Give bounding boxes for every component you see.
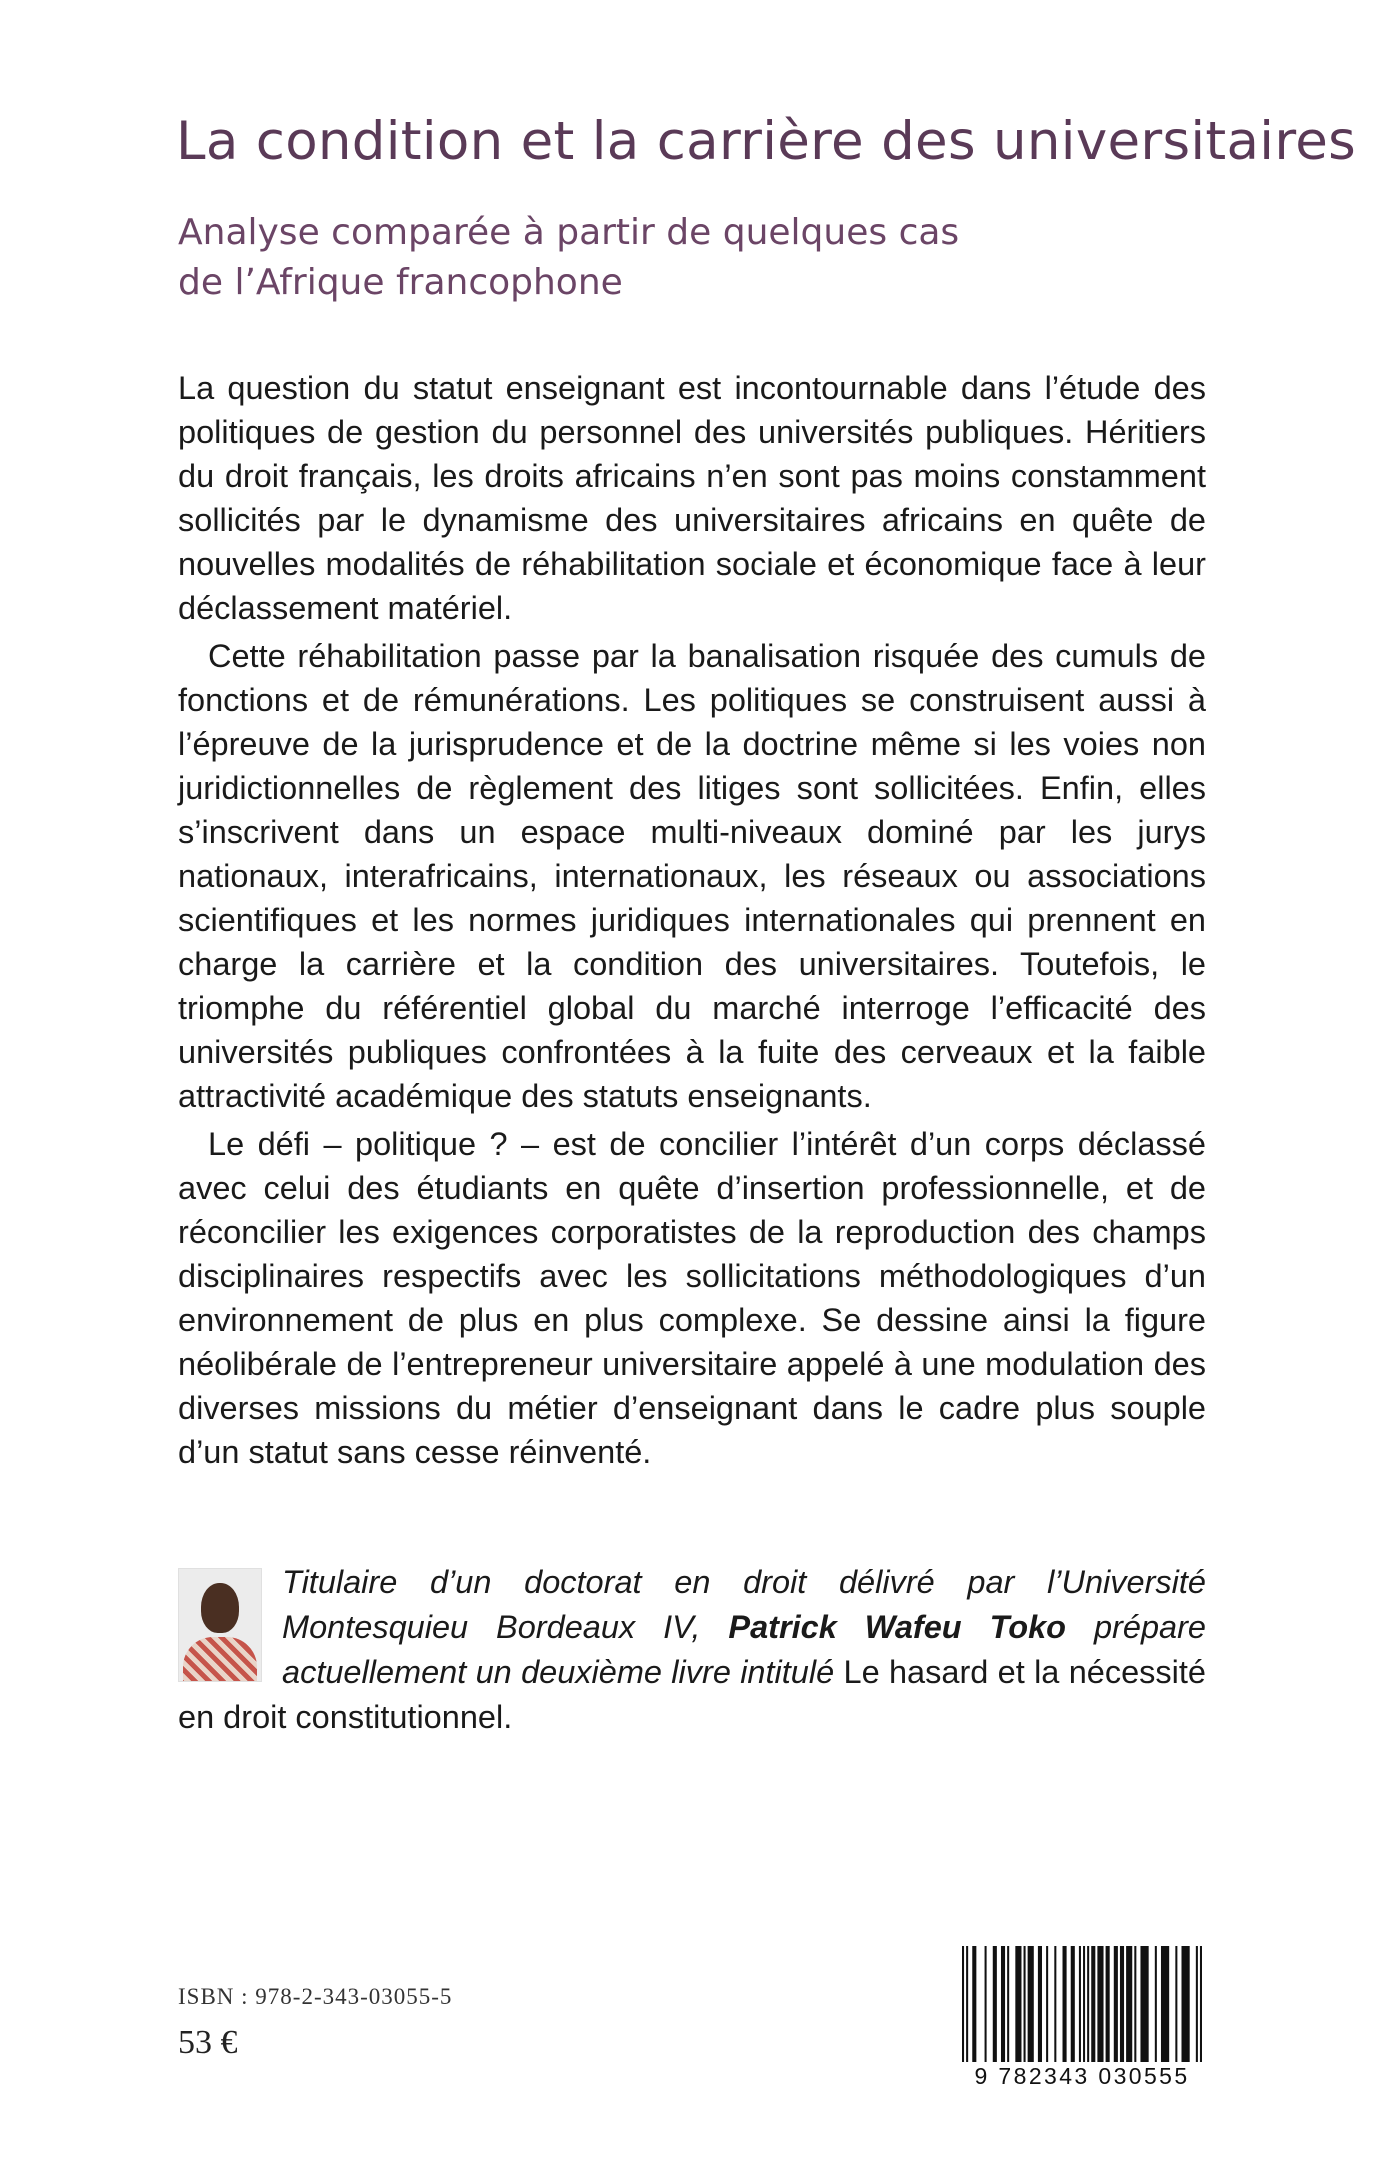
barcode-bar [1106,1946,1110,2064]
barcode-bar [1181,1946,1189,2064]
barcode-bar [1140,1946,1148,2064]
author-photo [178,1568,262,1682]
summary-paragraph-1: La question du statut enseignant est incontournable dans l’étude des politiques de gestion du personnel des universités publiques. Héritiers du droit français, les droits africains n’en sont pas moins constamment sollicités par le dynamisme des universitaires africains en quête de nouvelles modalités de réhabilitation sociale et économique face à leur déclassement matériel. [178,370,1206,626]
barcode-bar [1134,1946,1136,2064]
barcode-bar [1001,1946,1005,2064]
barcode-bar [1071,1946,1075,2064]
barcode-bar [1196,1946,1198,2064]
barcode-bar [966,1946,968,2064]
barcode-bar [1120,1946,1124,2064]
book-subtitle [178,208,1078,308]
author-name: Patrick Wafeu Toko [728,1609,1067,1645]
barcode-bar [1038,1946,1042,2064]
barcode-bar [1200,1946,1202,2064]
subtitle-line-1: Analyse comparée à partir de quelques cas [178,212,960,253]
barcode-bar [1054,1946,1056,2064]
barcode-digits: 9 782343 030555 [958,2062,1206,2090]
barcode-bar [1046,1946,1048,2064]
barcode-bar [1024,1946,1026,2064]
barcode-bar [1079,1946,1081,2064]
barcode-bar [962,1946,964,2064]
book-title: La condition et la carrière des universitaires [176,111,1357,172]
barcode-bar [1087,1946,1089,2064]
barcode-bar [972,1946,976,2064]
author-next-book-title: Le hasard et la nécessité en droit constitutionnel. [178,1654,1207,1735]
barcode-bar [1083,1946,1085,2064]
barcode [958,1946,1206,2092]
barcode-bar [1091,1946,1095,2064]
barcode-bar [1175,1946,1177,2064]
isbn: ISBN : 978-2-343-03055-5 [178,1984,453,2009]
barcode-bar [1155,1946,1157,2064]
barcode-bar [985,1946,987,2064]
barcode-bar [1007,1946,1009,2064]
author-bio [178,1560,1206,1740]
author-bio-intro: Titulaire d’un doctorat en droit délivré par l’Université Montesquieu Bordeaux IV, [282,1564,1206,1645]
barcode-bar [1028,1946,1034,2064]
barcode-bar [993,1946,997,2064]
summary-paragraph-2: Cette réhabilitation passe par la banalisation risquée des cumuls de fonctions et de rémunérations. Les politiques se construisent aussi à l’épreuve de la jurisprudence et de la doctrine même si les voies non juridictionnelles de règlement des litiges sont sollicitées. Enfin, elles s’inscrivent dans un espace multi-niveaux dominé par les jurys nationaux, interafricains, internationaux, les réseaux ou associations scientifiques et les normes juridiques internationales qui prennent en charge la carrière et la condition des universitaires. Toutefois, le triomphe du référentiel global du marché interroge l’efficacité des universités publiques confrontées à la fuite des cerveaux et la faible attractivité académique des statuts enseignants. [178,638,1206,1114]
price: 53 € [178,2024,238,2061]
barcode-bar [1015,1946,1021,2064]
barcode-bars [958,1946,1206,2064]
barcode-bar [1126,1946,1132,2064]
book-summary [178,366,1206,1478]
barcode-bar [1063,1946,1067,2064]
summary-paragraph-3: Le défi – politique ? – est de concilier l’intérêt d’un corps déclassé avec celui des étudiants en quête d’insertion professionnelle, et de réconcilier les exigences corporatistes de la reproduction des champs disciplinaires respectifs avec les sollicitations méthodologiques d’un environnement de plus en plus complexe. Se dessine ainsi la figure néolibérale de l’entrepreneur universitaire appelé à une modulation des diverses missions du métier d’enseignant dans le cadre plus souple d’un statut sans cesse réinventé. [178,1126,1206,1470]
subtitle-line-2: de l’Afrique francophone [178,262,623,303]
author-bio-middle: prépare actuellement un deuxième livre intitulé [282,1609,1206,1690]
barcode-bar [1161,1946,1169,2064]
author-bio-text [178,1564,1206,1735]
barcode-bar [1114,1946,1118,2064]
barcode-bar [1097,1946,1103,2064]
